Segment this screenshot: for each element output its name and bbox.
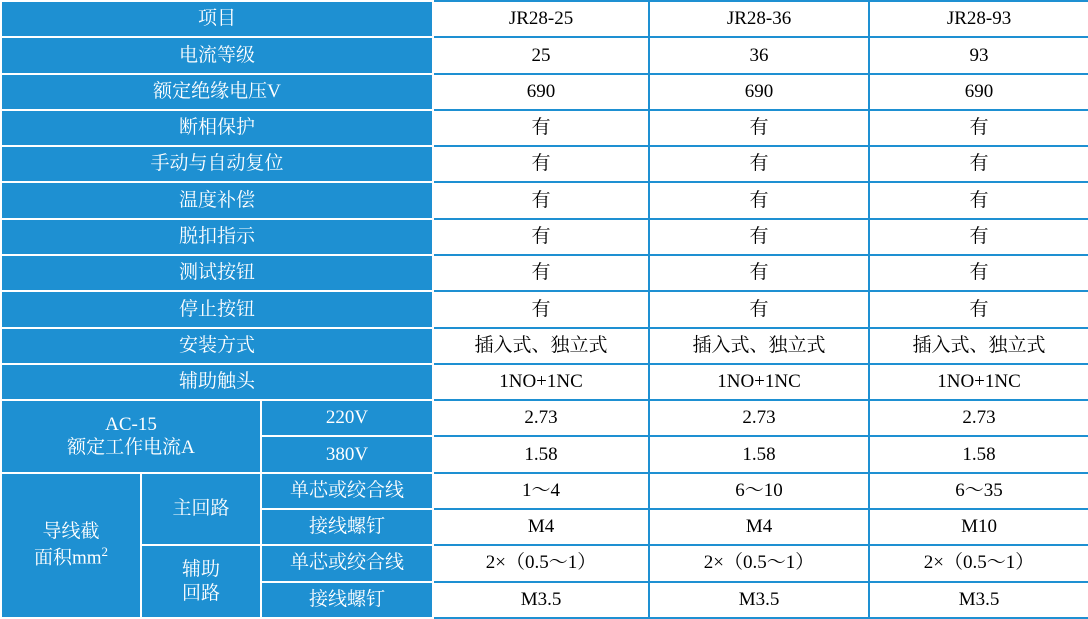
header-label-item: 项目 — [1, 1, 433, 37]
row-value: 插入式、独立式 — [649, 328, 869, 364]
table-row-main-circuit-wire — [1, 473, 1088, 509]
table-row — [1, 146, 1088, 182]
table-row — [1, 182, 1088, 218]
row-value: M3.5 — [649, 582, 869, 619]
row-value: 有 — [433, 219, 649, 255]
group-label-ac15-line1: AC-15 — [105, 413, 157, 435]
subgroup-label-main-circuit: 主回路 — [141, 473, 261, 546]
table-row — [1, 74, 1088, 110]
row-value: 有 — [869, 219, 1088, 255]
row-value: 有 — [649, 146, 869, 182]
row-value: M4 — [649, 509, 869, 545]
row-value: 有 — [649, 110, 869, 146]
row-value: 6～35 — [869, 473, 1088, 509]
table-row — [1, 364, 1088, 400]
row-value: 有 — [433, 255, 649, 291]
row-label: 电流等级 — [1, 37, 433, 73]
group-label-ac15-line2: 额定工作电流A — [67, 437, 195, 459]
row-value: 1.58 — [433, 436, 649, 472]
row-value: 有 — [433, 146, 649, 182]
group-label-wire-area — [1, 473, 141, 618]
group-label-ac15 — [1, 400, 261, 473]
row-value: 25 — [433, 37, 649, 73]
group-label-wire-line1: 导线截 — [42, 521, 100, 543]
row-value: 36 — [649, 37, 869, 73]
row-value: 有 — [869, 182, 1088, 218]
row-value: 有 — [433, 291, 649, 327]
row-value: 1.58 — [869, 436, 1088, 472]
group-label-wire-line2-text: 面积mm — [33, 547, 102, 569]
row-value: 插入式、独立式 — [433, 328, 649, 364]
table-row-header — [1, 1, 1088, 37]
row-label: 额定绝缘电压V — [1, 74, 433, 110]
row-value: 2.73 — [433, 400, 649, 436]
table-row — [1, 37, 1088, 73]
row-value: M3.5 — [433, 582, 649, 619]
row-label: 温度补偿 — [1, 182, 433, 218]
row-value: 690 — [433, 74, 649, 110]
row-value: 有 — [649, 182, 869, 218]
table-row — [1, 219, 1088, 255]
row-value: 6～10 — [649, 473, 869, 509]
row-value: 690 — [869, 74, 1088, 110]
row-value: M3.5 — [869, 582, 1088, 619]
header-model-3: JR28-93 — [869, 1, 1088, 37]
row-label: 辅助触头 — [1, 364, 433, 400]
row-value: 2.73 — [649, 400, 869, 436]
group-label-wire-superscript: 2 — [101, 544, 109, 560]
row-value: 1～4 — [433, 473, 649, 509]
row-value: 有 — [649, 219, 869, 255]
table-row — [1, 291, 1088, 327]
sub-label-220v: 220V — [261, 400, 433, 436]
group-label-wire-line2 — [6, 544, 136, 570]
table-row — [1, 110, 1088, 146]
sub-label-terminal-screw: 接线螺钉 — [261, 509, 433, 545]
subgroup-label-aux-line2: 回路 — [181, 582, 220, 604]
row-value: 2×（0.5～1） — [869, 545, 1088, 581]
row-value: 2.73 — [869, 400, 1088, 436]
row-value: M4 — [433, 509, 649, 545]
sub-label-single-or-stranded: 单芯或绞合线 — [261, 545, 433, 581]
row-value: 1NO+1NC — [869, 364, 1088, 400]
row-value: 1NO+1NC — [433, 364, 649, 400]
row-value: 1.58 — [649, 436, 869, 472]
header-model-2: JR28-36 — [649, 1, 869, 37]
row-value: 93 — [869, 37, 1088, 73]
row-label: 脱扣指示 — [1, 219, 433, 255]
row-value: 2×（0.5～1） — [433, 545, 649, 581]
row-value: 2×（0.5～1） — [649, 545, 869, 581]
sub-label-terminal-screw: 接线螺钉 — [261, 582, 433, 619]
row-value: 有 — [869, 110, 1088, 146]
table-row-ac15-220v — [1, 400, 1088, 436]
row-label: 测试按钮 — [1, 255, 433, 291]
subgroup-label-aux-line1: 辅助 — [181, 558, 220, 580]
row-value: 1NO+1NC — [649, 364, 869, 400]
sub-label-380v: 380V — [261, 436, 433, 472]
sub-label-single-or-stranded: 单芯或绞合线 — [261, 473, 433, 509]
row-value: 有 — [869, 255, 1088, 291]
row-value: M10 — [869, 509, 1088, 545]
row-value: 有 — [433, 182, 649, 218]
row-value: 有 — [649, 255, 869, 291]
row-label: 手动与自动复位 — [1, 146, 433, 182]
row-label: 安装方式 — [1, 328, 433, 364]
row-value: 690 — [649, 74, 869, 110]
row-value: 有 — [649, 291, 869, 327]
row-label: 停止按钮 — [1, 291, 433, 327]
table-row — [1, 328, 1088, 364]
row-value: 插入式、独立式 — [869, 328, 1088, 364]
row-value: 有 — [869, 291, 1088, 327]
table-row — [1, 255, 1088, 291]
subgroup-label-aux-circuit — [141, 545, 261, 618]
row-value: 有 — [433, 110, 649, 146]
row-value: 有 — [869, 146, 1088, 182]
header-model-1: JR28-25 — [433, 1, 649, 37]
table-row-aux-circuit-wire — [1, 545, 1088, 581]
row-label: 断相保护 — [1, 110, 433, 146]
